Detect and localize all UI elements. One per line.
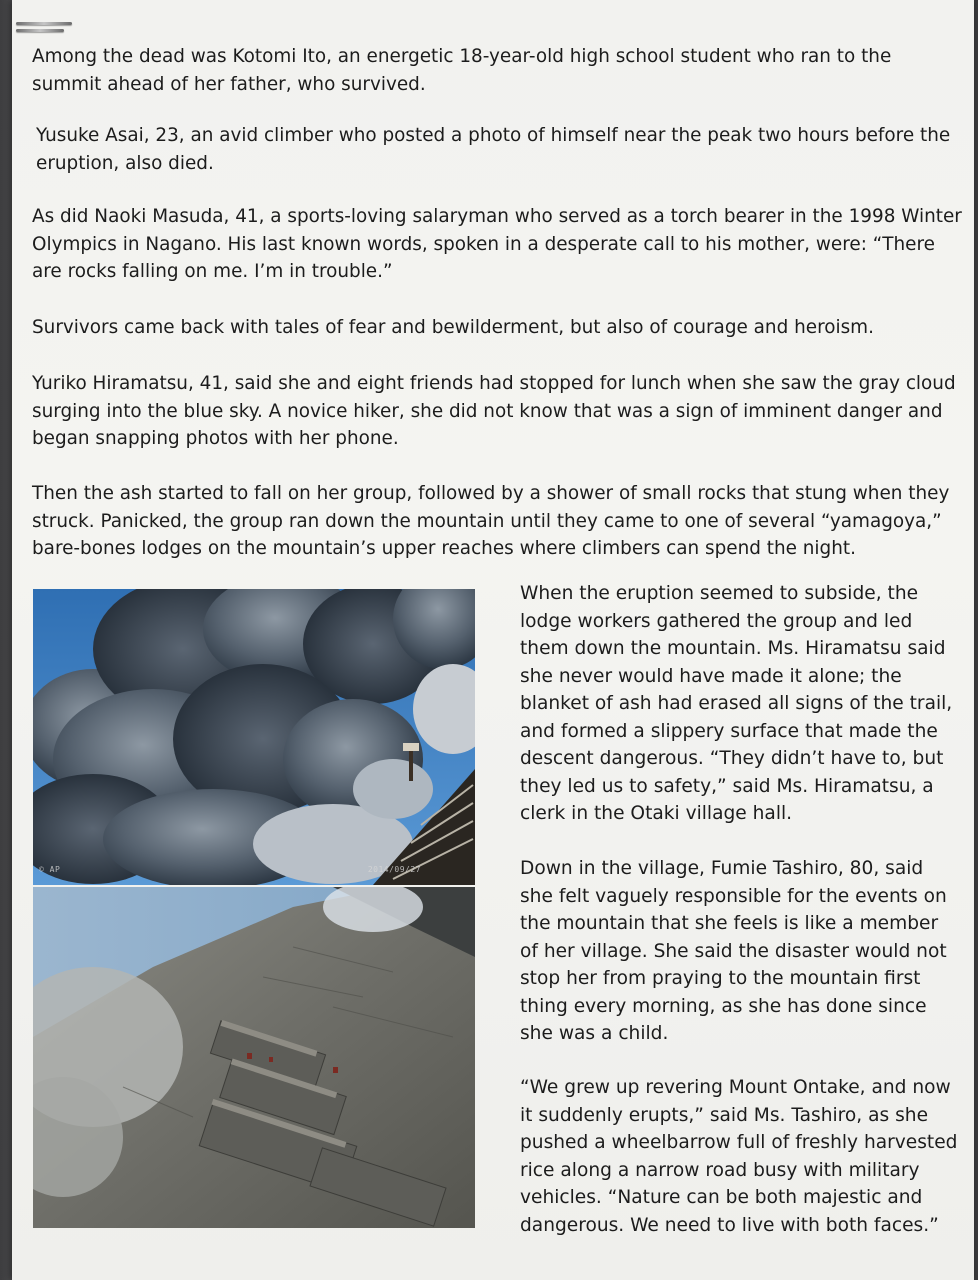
paragraph-yusuke-asai: Yusuke Asai, 23, an avid climber who posted a photo of himself near the peak two hours before the eruption, also died. [36, 125, 951, 174]
paragraph-mount-ontake-quote: “We grew up revering Mount Ontake, and now it suddenly erupts,” said Ms. Tashiro, as she pushed a wheelbarrow full of freshly harvested rice along a narrow road busy with military vehicles. “Nature can be both majestic and dangerous. We need to live with both faces.” [520, 1077, 958, 1236]
photo-credit: © AP [39, 864, 61, 874]
paragraph-kotomi-ito: Among the dead was Kotomi Ito, an energetic 18-year-old high school student who ran to the summit ahead of her father, who survived. [32, 46, 892, 95]
paragraph-fumie-tashiro: Down in the village, Fumie Tashiro, 80, said she felt vaguely responsible for the events on the mountain that she feels is like a member of her village. She said the disaster would not stop her from praying to the mountain first thing every morning, as she has done since she was a child. [520, 858, 947, 1044]
paragraph-ash-fall: Then the ash started to fall on her group, followed by a shower of small rocks that stung when they struck. Panicked, the group ran down the mountain until they came to one of several “yamagoya,” bare-bones lodges on the mountain’s upper reaches where climbers can spend the night. [32, 483, 950, 559]
photo-date-stamp: 2014/09/27 [367, 864, 421, 874]
paragraph-survivors: Survivors came back with tales of fear and bewilderment, but also of courage and heroism. [32, 317, 874, 338]
paragraph-lodge-workers: When the eruption seemed to subside, the lodge workers gathered the group and led them down the mountain. Ms. Hiramatsu said she never would have made it alone; the blanket of ash had erased all signs of the trail, and formed a slippery surface that made the descent dangerous. “They didn’t have to, but they led us to safety,” said Ms. Hiramatsu, a clerk in the Otaki village hall. [520, 583, 953, 824]
staple-icon [16, 22, 72, 38]
paragraph-naoki-masuda: As did Naoki Masuda, 41, a sports-loving salaryman who served as a torch bearer in the 1998 Winter Olympics in Nagano. His last known words, spoken in a desperate call to his mother, were: “There are rocks falling on me. I’m in trouble.” [32, 206, 962, 282]
ash-covered-lodges-photo [33, 887, 475, 1228]
eruption-cloud-photo [33, 589, 475, 885]
paragraph-yuriko-hiramatsu: Yuriko Hiramatsu, 41, said she and eight friends had stopped for lunch when she saw the gray cloud surging into the blue sky. A novice hiker, she did not know that was a sign of imminent danger and began snapping photos with her phone. [32, 373, 956, 449]
document-page [12, 0, 974, 1280]
